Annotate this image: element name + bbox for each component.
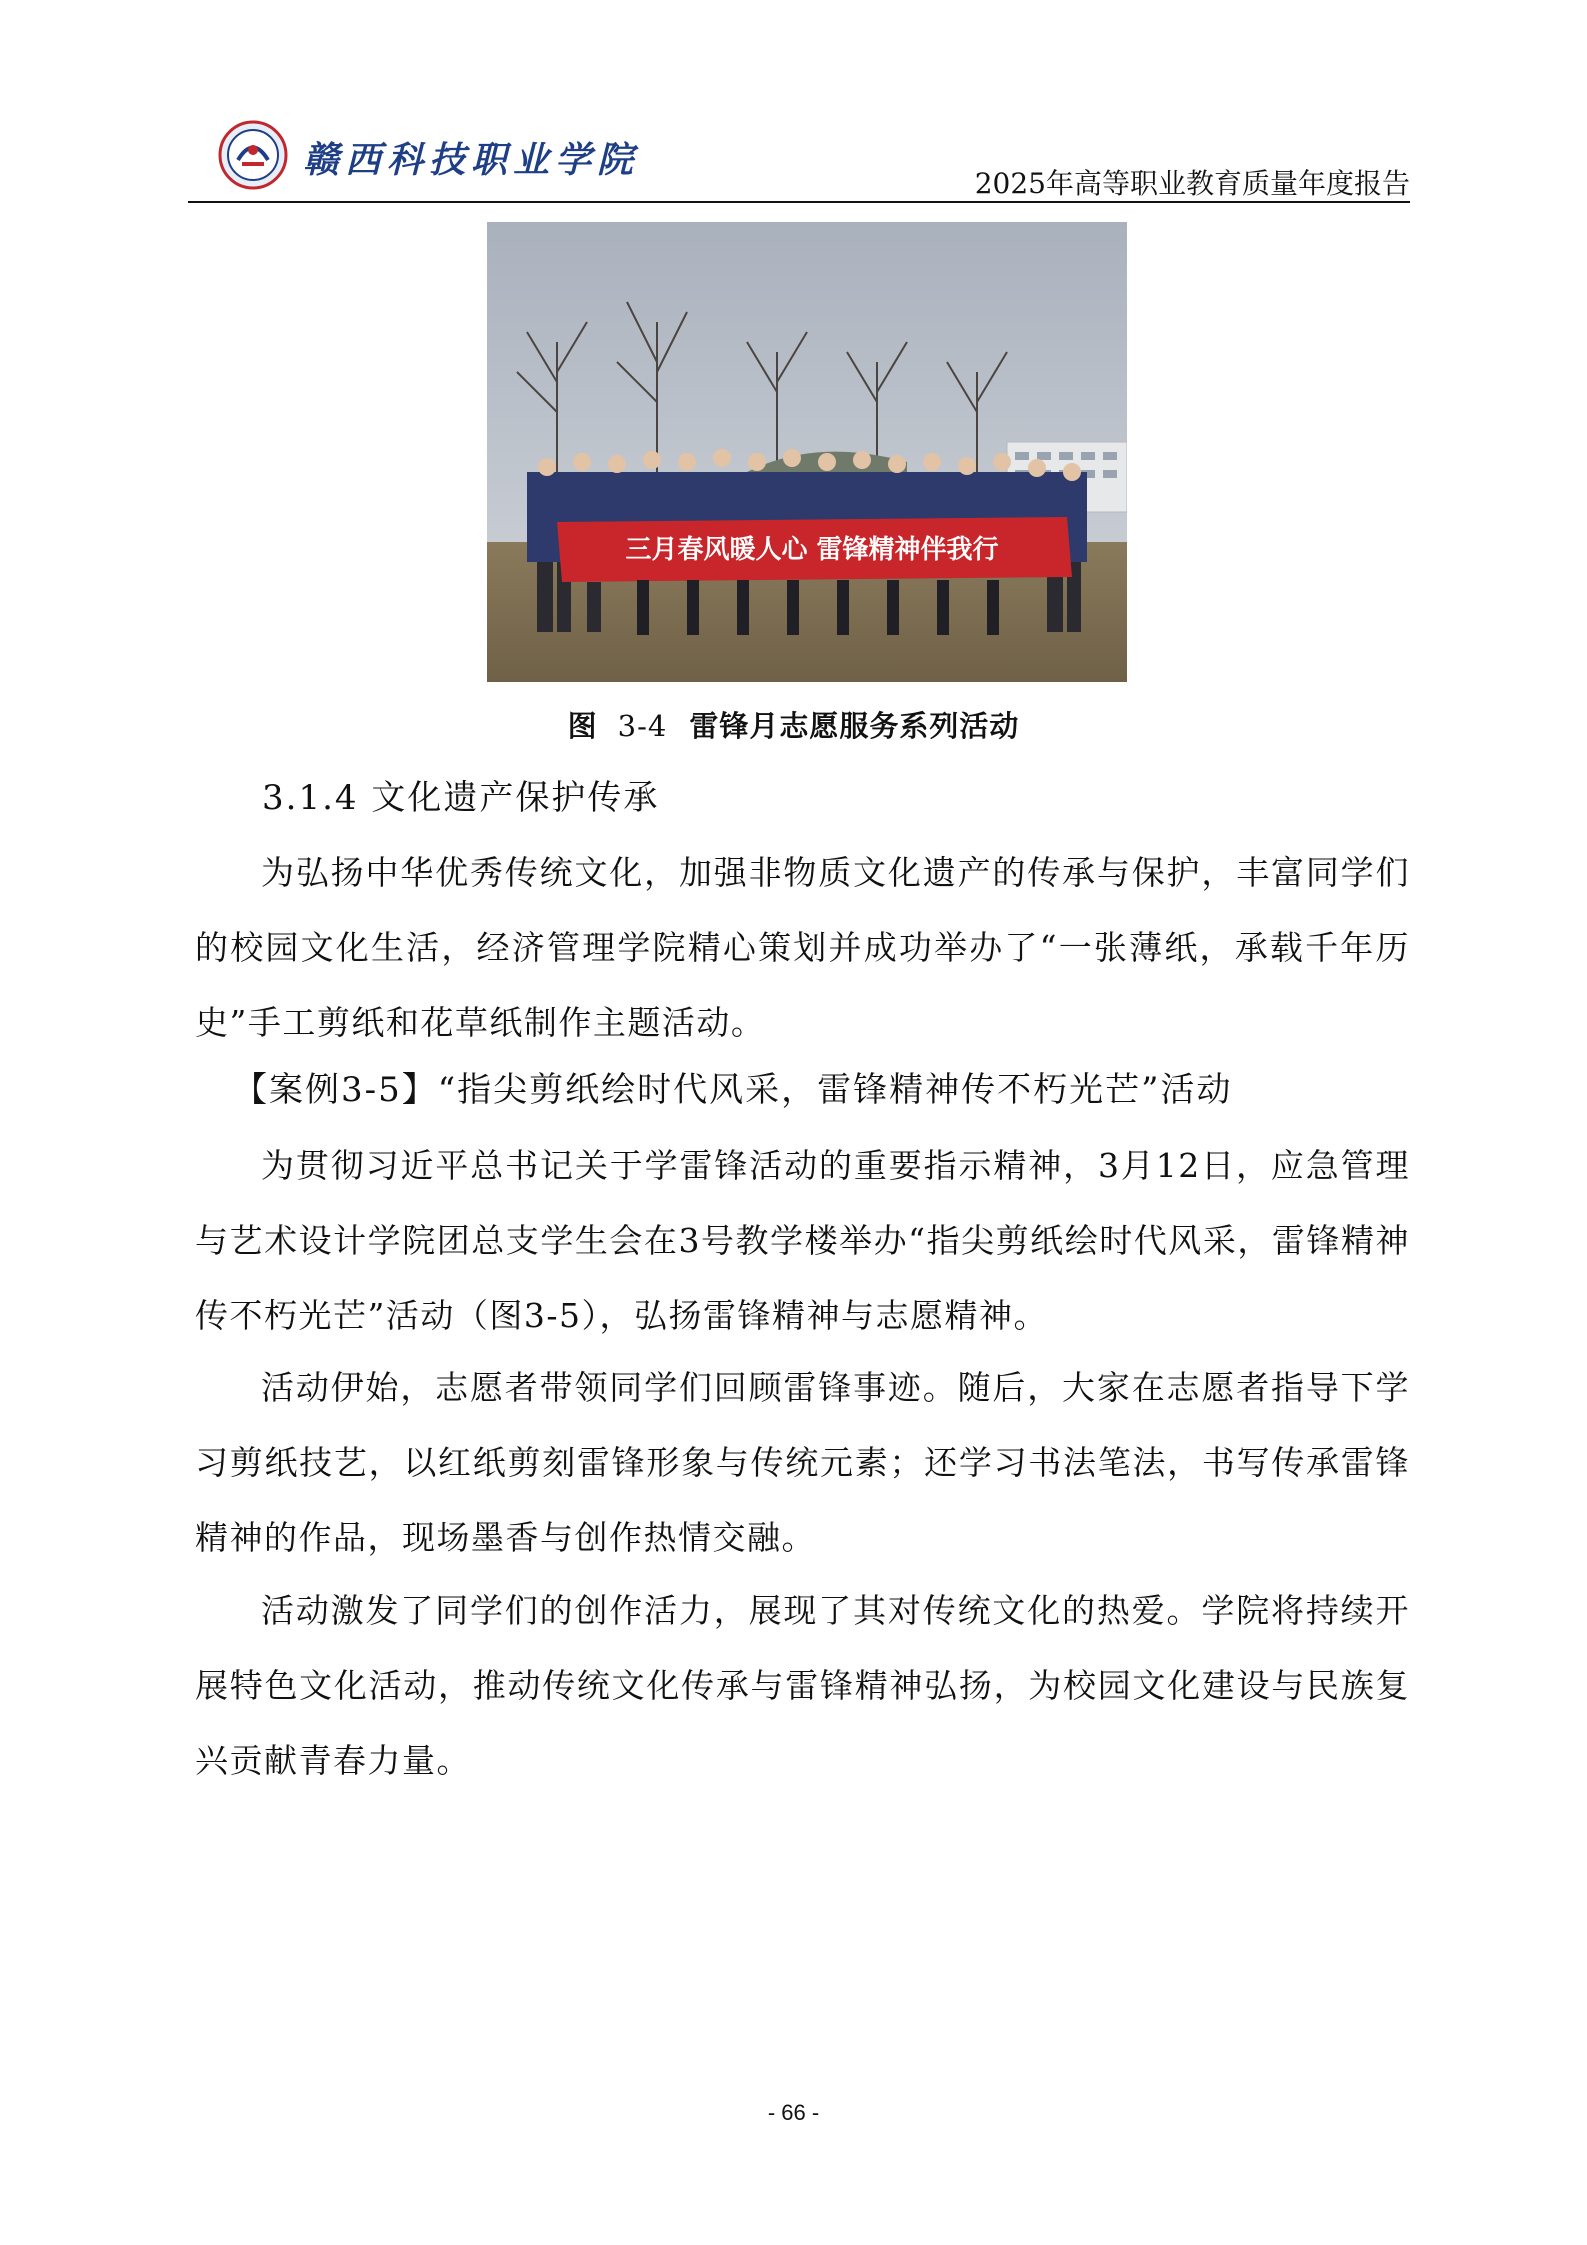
group-photo-image bbox=[487, 222, 1127, 682]
section-heading: 3.1.4 文化遗产保护传承 bbox=[262, 778, 660, 818]
case-paragraph-1: 为贯彻习近平总书记关于学雷锋活动的重要指示精神，3月12日，应急管理与艺术设计学院团总支学生会在3号教学楼举办“指尖剪纸绘时代风采，雷锋精神传不朽光芒”活动（图3-5），弘扬雷锋精神与志愿精神。 bbox=[195, 1146, 1410, 1335]
case-paragraph-3: 活动激发了同学们的创作活力，展现了其对传统文化的热爱。学院将持续开展特色文化活动，推动传统文化传承与雷锋精神弘扬，为校园文化建设与民族复兴贡献青春力量。 bbox=[195, 1591, 1410, 1780]
school-name: 赣西科技职业学院 bbox=[303, 139, 640, 181]
figure-number: 3-4 bbox=[617, 709, 668, 743]
figure-label: 图 bbox=[567, 709, 598, 743]
header-divider bbox=[188, 201, 1410, 203]
case-paragraph-2: 活动伊始，志愿者带领同学们回顾雷锋事迹。随后，大家在志愿者指导下学习剪纸技艺，以红纸剪刻雷锋形象与传统元素；还学习书法笔法，书写传承雷锋精神的作品，现场墨香与创作热情交融。 bbox=[195, 1368, 1410, 1557]
page-header bbox=[188, 110, 1410, 202]
intro-paragraph: 为弘扬中华优秀传统文化，加强非物质文化遗产的传承与保护，丰富同学们的校园文化生活，经济管理学院精心策划并成功举办了“一张薄纸，承载千年历史”手工剪纸和花草纸制作主题活动。 bbox=[195, 853, 1410, 1042]
report-title: 2025年高等职业教育质量年度报告 bbox=[974, 167, 1410, 200]
school-logo-icon bbox=[218, 120, 288, 190]
page-number: - 66 - bbox=[767, 2100, 820, 2125]
figure-caption bbox=[0, 704, 1587, 745]
figure-title: 雷锋月志愿服务系列活动 bbox=[689, 709, 1020, 743]
case-title: 【案例3-5】“指尖剪纸绘时代风采，雷锋精神传不朽光芒”活动 bbox=[233, 1070, 1233, 1110]
banner-text: 三月春风暖人心 雷锋精神伴我行 bbox=[625, 535, 999, 565]
